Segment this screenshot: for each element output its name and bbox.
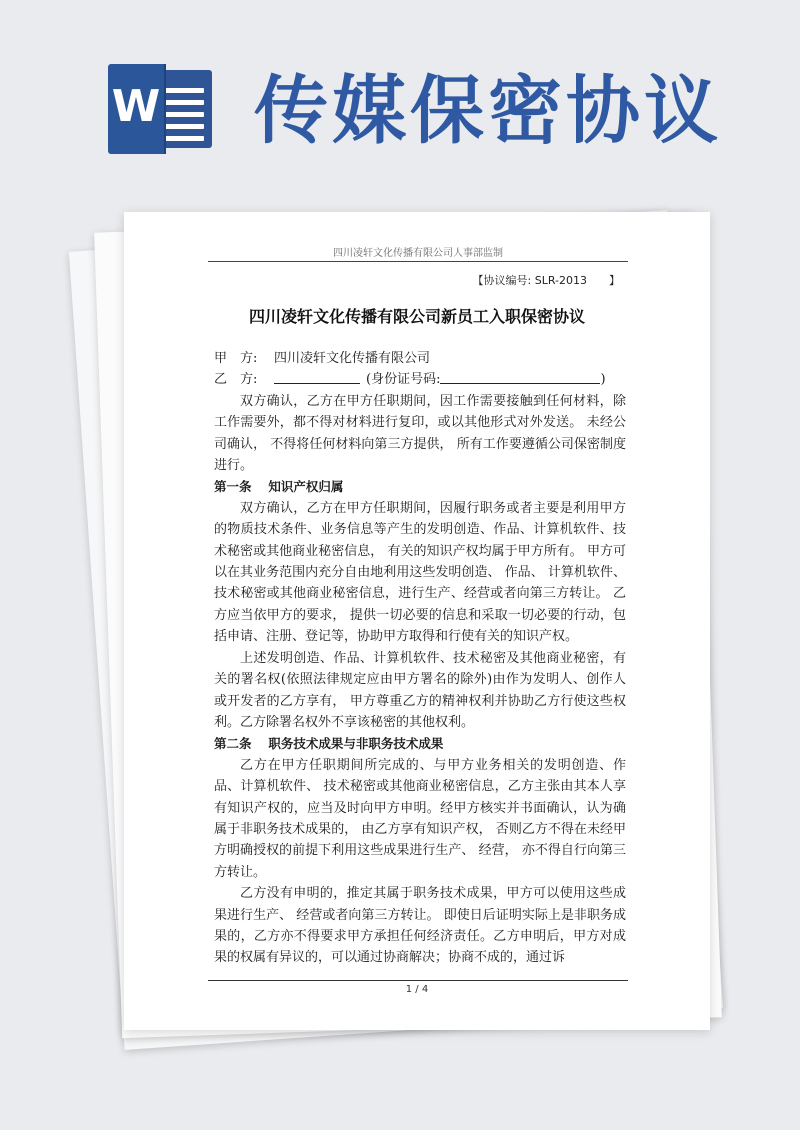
article-2-heading: 第二条 职务技术成果与非职务技术成果 [214, 736, 444, 752]
page-number: 1 / 4 [405, 984, 429, 995]
word-icon-letter: W [111, 81, 161, 132]
party-b-id-blank [440, 369, 600, 384]
document-title: 四川凌轩文化传播有限公司新员工入职保密协议 [248, 307, 585, 326]
brand-title: 传媒保密协议 [254, 68, 722, 154]
party-a-label: 甲 方: [214, 351, 258, 366]
party-b-close: ) [600, 372, 606, 388]
party-a-line [214, 348, 626, 369]
footer-rule [208, 980, 628, 981]
article-1-heading: 第一条 知识产权归属 [214, 479, 344, 495]
protocol-number: 【协议编号: SLR-2013 】 [472, 274, 620, 287]
word-document-icon [108, 64, 212, 154]
party-b-name-blank [274, 369, 360, 384]
article-1-paragraph-1: 双方确认，乙方在甲方任职期间，因履行职务或者主要是利用甲方的物质技术条件、业务信息等产生的发明创造、作品、计算机软件、技术秘密或其他商业秘密信息， 有关的知识产权均属于甲方所有。 甲方可以在其业务范围内充分自由地利用这些发明创造、 作品、 计算机软件、技术秘密或其他商业秘密信息，进行生产、经营或者向第三方转让。 乙方应当依甲方的要求， 提供一切必要的信息和采取一切必要的行动，包括申请、注册、登记等，协助甲方取得和行使有关的知识产权。 [214, 500, 626, 645]
intro-paragraph: 双方确认，乙方在甲方任职期间，因工作需要接触到任何材料，除工作需要外，都不得对材料进行复印，或以其他形式对外发送。 未经公司确认， 不得将任何材料向第三方提供， 所有工作要遵循公司保密制度进行。 [214, 393, 626, 474]
word-icon-badge [108, 64, 164, 154]
party-b-id-label: (身份证号码: [366, 372, 441, 388]
brand-header [0, 0, 800, 200]
article-2-paragraph-2: 乙方没有申明的，推定其属于职务技术成果，甲方可以使用这些成果进行生产、 经营或者向第三方转让。 即使日后证明实际上是非职务成果的，乙方亦不得要求甲方承担任何经济责任。乙方申明后，甲方对成果的权属有异议的，可以通过协商解决；协商不成的，通过诉 [214, 886, 626, 966]
document-body [214, 348, 626, 969]
party-b-line [214, 369, 626, 390]
article-2-paragraph-1: 乙方在甲方任职期间所完成的、与甲方业务相关的发明创造、作品、计算机软件、 技术秘密或其他商业秘密信息，乙方主张由其本人享有知识产权的，应当及时向甲方申明。经甲方核实并书面确认，认为确属于非职务技术成果的， 由乙方享有知识产权， 否则乙方不得在未经甲方明确授权的前提下利用这些成果进行生产、 经营， 亦不得自行向第三方转让。 [214, 757, 626, 880]
article-1-paragraph-2: 上述发明创造、作品、计算机软件、技术秘密及其他商业秘密，有关的署名权(依照法律规定应由甲方署名的除外)由作为发明人、创作人或开发者的乙方享有， 甲方尊重乙方的精神权利并协助乙方行使这些权利。乙方除署名权外不享该秘密的其他权利。 [214, 650, 626, 730]
party-a-value: 四川凌轩文化传播有限公司 [274, 351, 431, 366]
party-b-label: 乙 方: [214, 372, 258, 388]
running-head: 四川凌轩文化传播有限公司人事部监制 [208, 244, 628, 262]
document-page [124, 212, 710, 1030]
